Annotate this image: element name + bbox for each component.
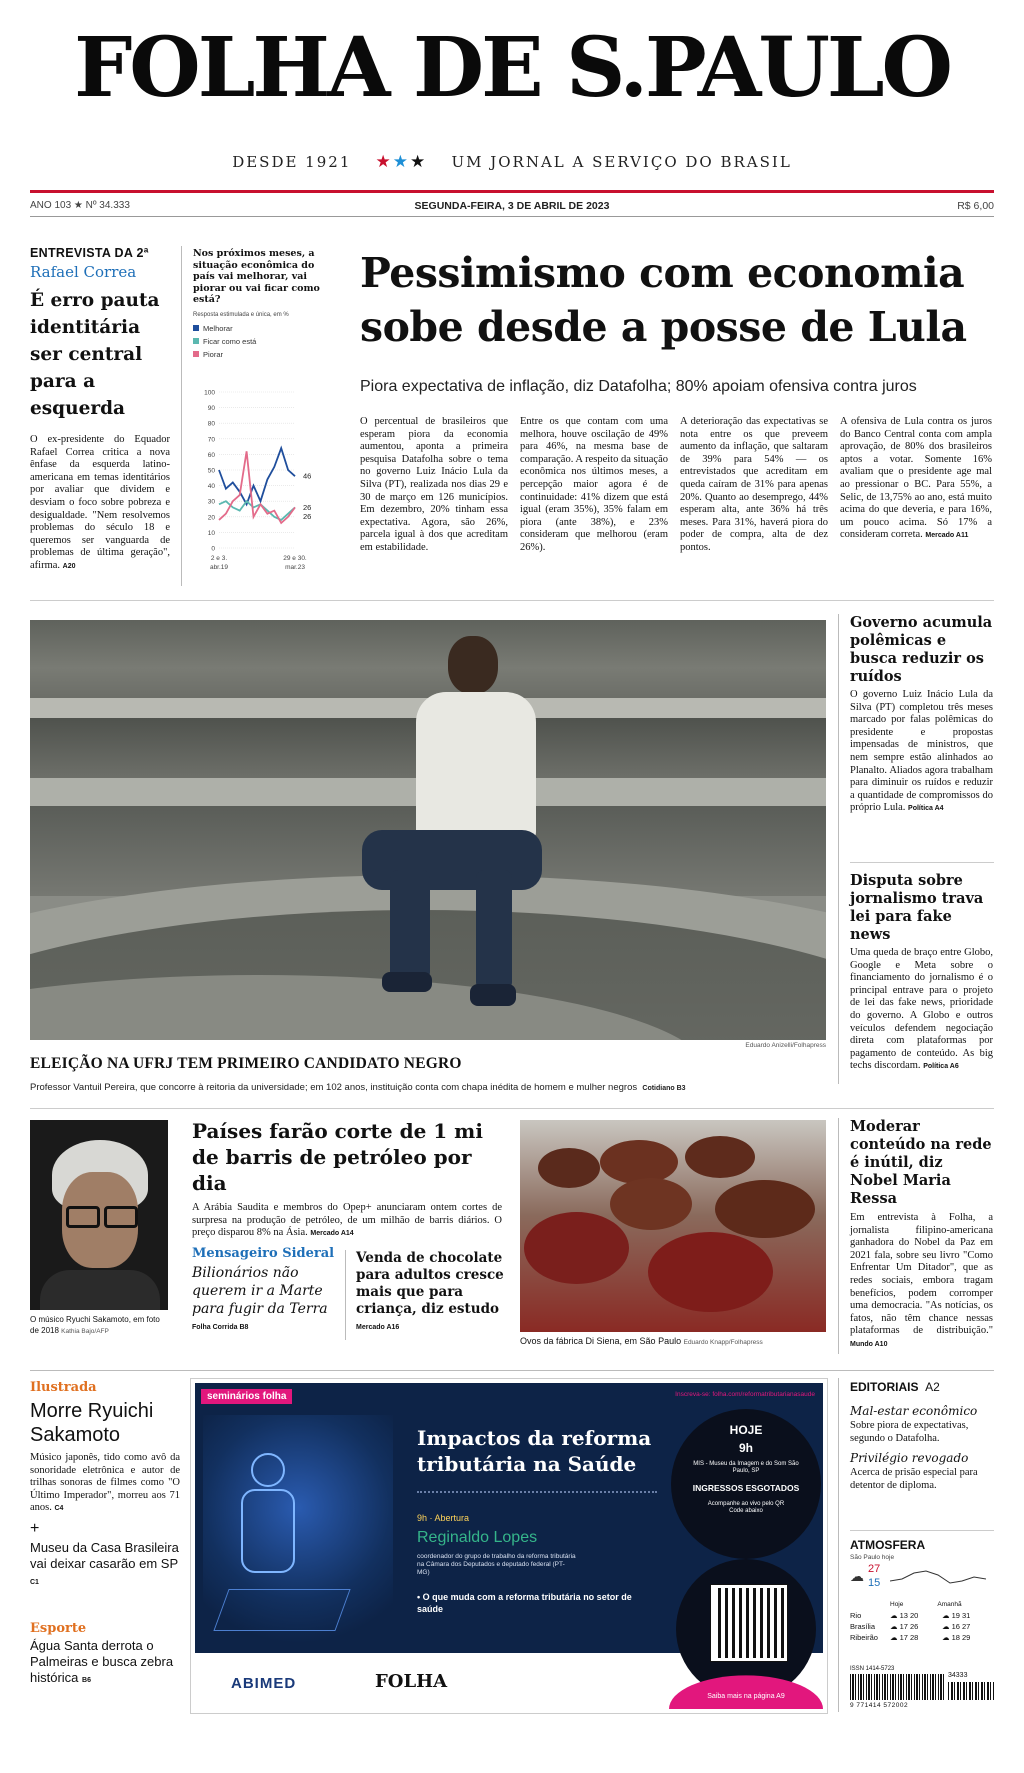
weather-cell: ☁ 19 31 — [942, 1611, 971, 1620]
chart-y-tick: 50 — [207, 467, 215, 475]
legend-item — [193, 348, 328, 361]
chart-y-tick: 90 — [207, 405, 215, 413]
lead-col-1: O percentual de brasileiros que esperam piora da economia aumentou, aponta a primeira pesquisa Datafolha sobre o tema no governo Luiz Inácio Lula da Silva (PT), realizada nos dias 29 e 30 de março em 126 municípios. Em dezembro, 20% tinham essa expectativa. Agora, são 26%, parcela igual à dos que acreditam em estabilidade. — [360, 416, 508, 553]
ad-url[interactable]: Inscreva-se: folha.com/reformatributarianasaude — [675, 1391, 815, 1398]
lead-headline: Pessimismo com economia sobe desde a posse de Lula — [360, 249, 967, 351]
lead-col-2: Entre os que contam com uma melhora, houve oscilação de 49% para 46%, na mesma base de comparação. A respeito da situação econômica nos últimos meses, a percepção maior agora é de continuidade: 41% dizem que está igual (eram 35%), 35% falam em piora (ante 38%), e 23% consideram que melhorou (eram 26%). — [520, 416, 668, 553]
oil-body: A Arábia Saudita e membros do Opep+ anunciaram ontem cortes de surpresa na produção de petróleo, de um milhão de barris diários. O preço disparou 8% na Ásia. Mercado A14 — [192, 1202, 502, 1239]
ad-time: 9h · Abertura — [417, 1513, 470, 1523]
ad-watch: Acompanhe ao vivo pelo QR Code abaixo — [707, 1501, 785, 1514]
editorial-2-title: Privilégio revogado — [850, 1451, 969, 1465]
interview-name: Rafael Correa — [30, 263, 137, 281]
weather-row — [850, 1621, 994, 1632]
weather-header: ATMOSFERA — [850, 1538, 926, 1552]
edition-date: SEGUNDA-FEIRA, 3 DE ABRIL DE 2023 — [414, 200, 610, 212]
editorials-block — [850, 1380, 994, 1492]
weather-min: 15 — [868, 1577, 881, 1589]
chart-end-label: 46 — [303, 471, 312, 481]
barcode — [850, 1674, 944, 1700]
ufrj-headline: ELEIÇÃO NA UFRJ TEM PRIMEIRO CANDIDATO NEGRO — [30, 1055, 462, 1072]
sakamoto-photo — [30, 1120, 168, 1310]
esporte-headline: Água Santa derrota o Palmeiras e busca zebra histórica B6 — [30, 1637, 174, 1685]
ilustrada-item2: Museu da Casa Brasileira vai deixar casarão em SP C1 — [30, 1539, 179, 1586]
editorial-1-body: Sobre piora de expectativas, segundo o Datafolha. — [850, 1420, 969, 1444]
chart-end-label: 26 — [303, 502, 312, 512]
chart-y-tick: 20 — [207, 514, 215, 522]
weather-cell: ☁ 17 28 — [890, 1633, 919, 1642]
ad-qr-code[interactable] — [711, 1585, 787, 1661]
legend-swatch — [193, 351, 199, 357]
ad-sold-out: INGRESSOS ESGOTADOS — [692, 1483, 800, 1493]
legend-label: Piorar — [203, 349, 224, 359]
legend-label: Melhorar — [203, 323, 233, 333]
chocolate-story — [356, 1250, 504, 1331]
ilustrada-plus: + — [30, 1519, 40, 1537]
weather-max: 27 — [868, 1563, 881, 1575]
chart-y-tick: 70 — [207, 436, 215, 444]
weather-cell: ☁ 13 20 — [890, 1611, 919, 1620]
barcode-issn: ISSN 1414-5723 — [850, 1666, 895, 1672]
weather-row — [850, 1610, 994, 1621]
right-story-2-headline: Disputa sobre jornalismo trava lei para fake news — [850, 872, 984, 943]
ilustrada-block — [30, 1380, 180, 1689]
weather-trend-graph — [890, 1565, 986, 1591]
chocolate-photo — [520, 1120, 826, 1332]
interview-kicker: ENTREVISTA DA 2ª — [30, 246, 149, 260]
legend-item — [193, 335, 328, 348]
ad-brand: seminários folha — [201, 1389, 292, 1404]
esporte-kicker: Esporte — [30, 1620, 87, 1636]
weather-cell: Rio — [850, 1611, 862, 1620]
right-story-1-body: O governo Luiz Inácio Lula da Silva (PT) completou três meses marcado por falas polêmicas do presidente e propostas impensadas de ministros, que nem sempre estão alinhados ao Planalto. Aliados agora trabalham para diminuir os ruídos e reduzir a quantidade de compromissos do próprio Lula. Política A4 — [850, 689, 993, 814]
masthead-stars: ★★★ — [375, 152, 428, 171]
ad-more[interactable]: Saiba mais na página A9 — [707, 1693, 785, 1700]
weather-cell: ☁ 16 27 — [942, 1622, 971, 1631]
ufrj-page: Cotidiano B3 — [642, 1085, 686, 1092]
weather-row — [850, 1632, 994, 1643]
chart-series-line — [219, 451, 295, 523]
chocolate-headline: Venda de chocolate para adultos cresce mais que para criança, diz estudo — [356, 1250, 504, 1317]
chart-y-tick: 10 — [207, 529, 215, 537]
sakamoto-caption: O músico Ryuchi Sakamoto, em foto de 2018 Kathia Bajo/AFP — [30, 1315, 160, 1335]
weather-table — [850, 1610, 994, 1643]
weather-cell: Ribeirão — [850, 1633, 878, 1642]
interview-body: O ex-presidente do Equador Rafael Correa critica a nova ênfase da esquerda latino-americana em temas identitários por avaliar que dividem e desviam o foco sobre pobreza e desigualdade. "Nem resolvemos problemas do século 18 e queremos ser vanguarda de problemas de última geração", afirma. A20 — [30, 434, 170, 571]
masthead-motto: UM JORNAL A SERVIÇO DO BRASIL — [451, 153, 792, 171]
ad-folha-logo: FOLHA — [375, 1671, 448, 1692]
editorial-2-body: Acerca de prisão especial para detentor de diploma. — [850, 1467, 978, 1491]
masthead-since: DESDE 1921 — [232, 153, 352, 171]
right-story-1-headline: Governo acumula polêmicas e busca reduzir os ruídos — [850, 614, 993, 685]
lead-subhead: Piora expectativa de inflação, diz Datafolha; 80% apoiam ofensiva contra juros — [360, 378, 917, 395]
ufrj-photo-wall — [30, 620, 826, 700]
ilustrada-headline: Morre Ryuichi Sakamoto — [30, 1400, 154, 1446]
legend-swatch — [193, 338, 199, 344]
ad-sponsor: ABIMED — [231, 1675, 297, 1692]
edition-number: ANO 103 ★ Nº 34.333 — [30, 200, 130, 211]
chocolate-caption: Ovos da fábrica Di Siena, em São Paulo Eduardo Knapp/Folhapress — [520, 1336, 763, 1346]
man-shirt — [416, 692, 536, 842]
ilustrada-body: Músico japonês, tido como avô da sonoridade eletrônica e autor de trilhas sonoras de filmes como "O Último Imperador", morreu aos 71 anos. C4 — [30, 1452, 180, 1514]
right-story-3 — [850, 1118, 993, 1352]
man-legs — [362, 830, 542, 890]
ad-bullet: • O que muda com a reforma tributária no setor de saúde — [417, 1592, 632, 1614]
ad-title: Impactos da reforma tributária na Saúde — [417, 1426, 652, 1476]
lead-col-3: A deterioração das expectativas se nota entre os que preveem aumento da inflação, que saltaram de 39% para 54% — os entrevistados que acreditam em queda caíram de 31% para apenas 20%. Quanto ao desemprego, 44% esperam alta, ante 36% há três meses. Para 31%, haverá piora do poder de compra, alta de dez pontos. — [680, 416, 828, 553]
ufrj-caption: Professor Vantuil Pereira, que concorre à reitoria da universidade; em 102 anos, instituição conta com chapa inédita de homem e mulher negros Cotidiano B3 — [30, 1082, 686, 1093]
man-head — [448, 636, 498, 694]
ilustrada-kicker: Ilustrada — [30, 1380, 97, 1395]
chart-y-tick: 100 — [204, 389, 215, 397]
chart-end-label: 26 — [303, 511, 312, 521]
mars-story — [192, 1246, 337, 1331]
legend-label: Ficar como está — [203, 336, 257, 346]
weather-city: São Paulo hoje — [850, 1554, 895, 1561]
cloud-icon: ☁ — [850, 1569, 864, 1585]
chart-x-tick: 29 e 30. mar.23 — [283, 555, 307, 571]
mars-kicker: Mensageiro Sideral — [192, 1246, 335, 1261]
editorials-header: EDITORIAIS A2 — [850, 1380, 940, 1394]
right-story-3-body: Em entrevista à Folha, a jornalista filipino-americana ganhadora do Nobel da Paz em 2021 fala, sobre seu livro "Como Enfrentar Um Ditador", que as redes sociais, embora tragam benefícios, podem corromper uma democracia. "As notícias, os fatos, não têm chance nessas plataformas de distribuição." Mundo A10 — [850, 1212, 993, 1348]
editorial-1-title: Mal-estar econômico — [850, 1404, 978, 1418]
masthead-title: FOLHA DE S.PAULO — [74, 20, 950, 116]
interview-headline: É erro pauta identitária ser central para a esquerda — [30, 290, 160, 419]
chart-y-tick: 60 — [207, 451, 215, 459]
interview-block — [30, 246, 170, 574]
chart-legend — [193, 322, 328, 361]
right-story-2 — [850, 872, 993, 1074]
legend-swatch — [193, 325, 199, 331]
ad-hour: 9h — [738, 1441, 753, 1455]
weather-cell: ☁ 18 29 — [942, 1633, 971, 1642]
weather-cols: Hoje Amanhã — [890, 1601, 962, 1608]
right-story-2-body: Uma queda de braço entre Globo, Google e Meta sobre o financiamento do jornalismo é o principal entrave para o projeto de lei das fake news, prioridade do governo. A Globo e outros veículos defendem negociação direta com plataformas por pagamento de conteúdo. As big techs discordam. Política A6 — [850, 947, 993, 1072]
chart-subtitle: Resposta estimulada e única, em % — [193, 311, 289, 318]
mars-page: Folha Corrida B8 — [192, 1324, 249, 1331]
chart-y-tick: 40 — [207, 483, 215, 491]
ad-today: HOJE — [729, 1423, 763, 1437]
date-divider — [30, 216, 994, 217]
weather-block — [850, 1538, 994, 1643]
legend-item — [193, 322, 328, 335]
weather-cell: Brasília — [850, 1622, 876, 1631]
lead-col-4: A ofensiva de Lula contra os juros do Banco Central conta com ampla aprovação, de 80% dos brasileiros aptos a votar. Somente 16% avaliam que o presidente age mal ao pressionar o BC. Para 55%, a Selic, de 13,75% ao ano, está muito acima do que deveria, e para 16%, um pouco acima. Só 17% a consideram correta. Mercado A11 — [840, 416, 992, 541]
oil-headline: Países farão corte de 1 mi de barris de petróleo por dia — [192, 1119, 483, 1195]
chocolate-page: Mercado A16 — [356, 1324, 400, 1331]
masthead-tagline — [0, 152, 1024, 172]
right-story-1 — [850, 614, 993, 816]
mars-headline: Bilionários não querem ir a Marte para fugir da Terra — [192, 1265, 328, 1317]
chart-series-line — [219, 448, 295, 504]
right-story-3-headline: Moderar conteúdo na rede é inútil, diz Nobel Maria Ressa — [850, 1118, 992, 1207]
ad-speaker: Reginaldo Lopes — [417, 1529, 538, 1546]
oil-story — [192, 1118, 502, 1241]
ufrj-photo — [30, 620, 826, 1040]
chart-y-tick: 0 — [211, 545, 215, 553]
chart-y-tick: 80 — [207, 420, 215, 428]
ad-venue: MIS - Museu da Imagem e do Som São Paulo, SP — [693, 1461, 799, 1474]
weather-cell: ☁ 17 26 — [890, 1622, 919, 1631]
seminar-ad[interactable] — [190, 1378, 828, 1714]
interview-page: A20 — [62, 562, 76, 570]
chart-x-tick: 2 e 3. abr.19 — [209, 555, 229, 571]
masthead-rule — [30, 190, 994, 193]
chart-block — [193, 248, 328, 361]
chart-y-tick: 30 — [207, 498, 215, 506]
barcode-edition: 34333 — [948, 1672, 968, 1679]
ad-speaker-role: coordenador do grupo de trabalho da reforma tributária na Câmara dos Deputados e deputado federal (PT-MG) — [417, 1553, 576, 1576]
ufrj-photo-credit: Eduardo Anizelli/Folhapress — [745, 1042, 826, 1049]
barcode-number: 9 771414 572002 — [850, 1702, 909, 1709]
chart-plot — [193, 388, 333, 580]
lead-page: Mercado A11 — [925, 532, 969, 540]
edition-price: R$ 6,00 — [957, 200, 994, 212]
chart-title: Nos próximos meses, a situação econômica do país vai melhorar, vai piorar ou vai ficar como está? — [193, 248, 320, 305]
